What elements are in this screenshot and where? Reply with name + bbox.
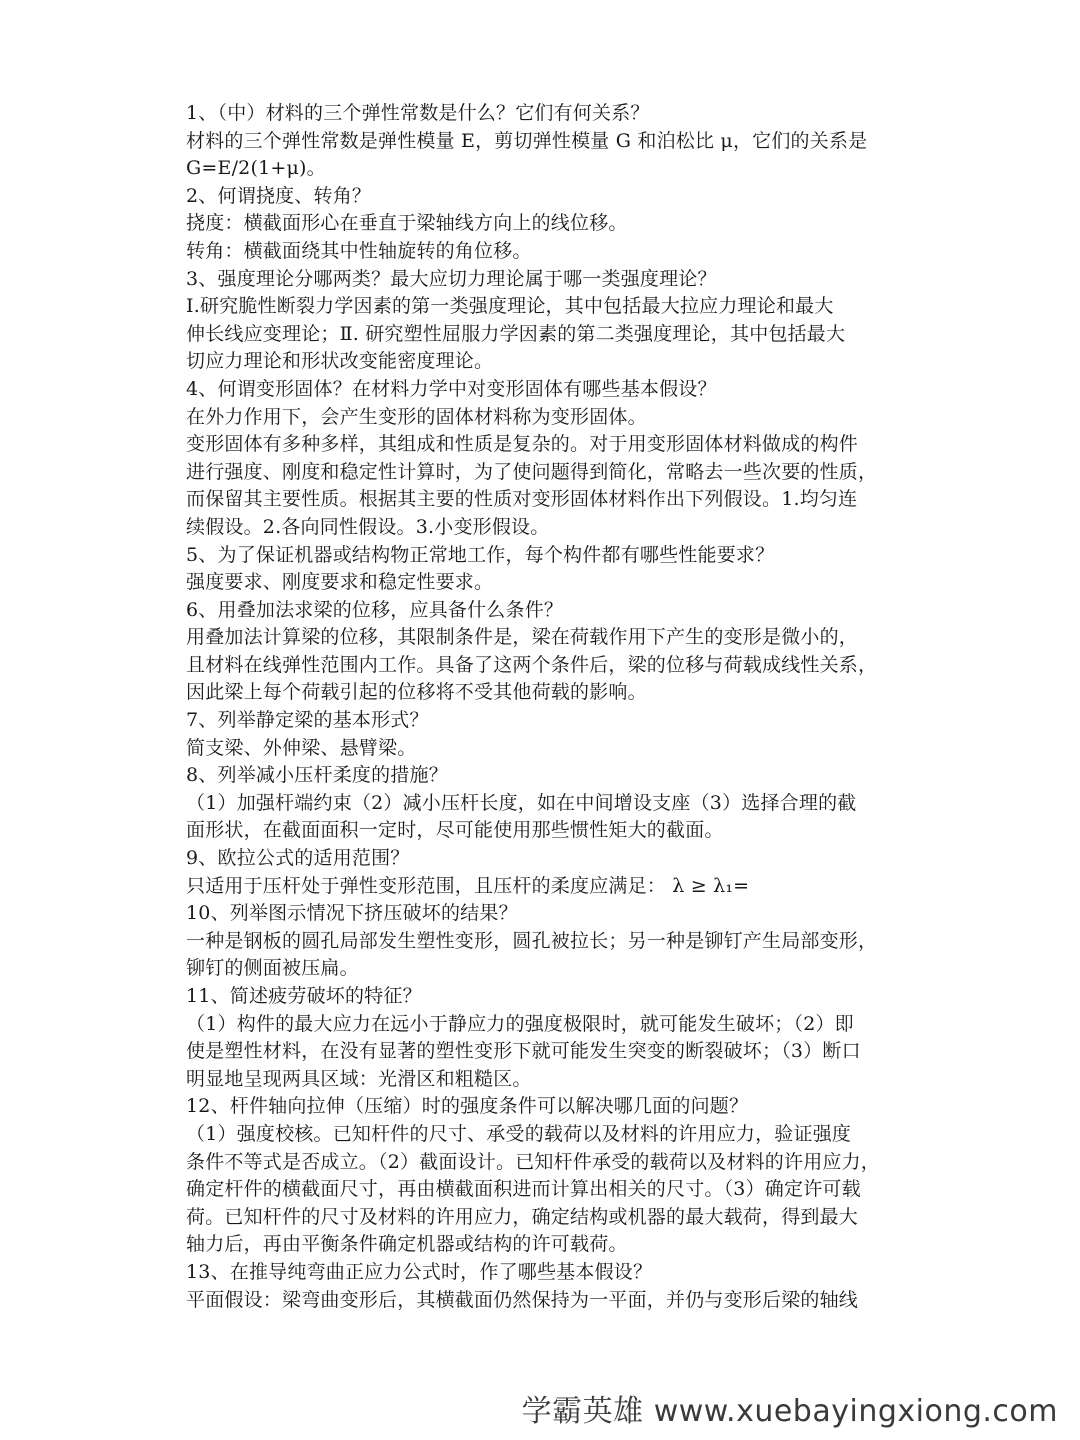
text-line: （1）强度校核。已知杆件的尺寸、承受的载荷以及材料的许用应力，验证强度 (186, 1122, 852, 1145)
document-body (186, 100, 898, 1314)
text-line: 8、列举减小压杆柔度的措施？ (186, 764, 448, 787)
text-line: 11、简述疲劳破坏的特征？ (186, 985, 422, 1007)
text-line: （1）构件的最大应力在远小于静应力的强度极限时，就可能发生破坏；（2）即 (186, 1012, 854, 1035)
text-line: 伸长线应变理论；Ⅱ. 研究塑性屈服力学因素的第二类强度理论，其中包括最大 (186, 322, 846, 345)
text-line: 一种是钢板的圆孔局部发生塑性变形，圆孔被拉长；另一种是铆钉产生局部变形， (186, 929, 878, 952)
text-line: 用叠加法计算梁的位移，其限制条件是，梁在荷载作用下产生的变形是微小的， (186, 626, 859, 649)
text-line: 荷。已知杆件的尺寸及材料的许用应力，确定结构或机器的最大载荷，得到最大 (186, 1205, 859, 1228)
text-line: 条件不等式是否成立。（2）截面设计。已知杆件承受的载荷以及材料的许用应力， (186, 1150, 880, 1173)
text-line: 强度要求、刚度要求和稳定性要求。 (186, 571, 494, 594)
text-line: 使是塑性材料，在没有显著的塑性变形下就可能发生突变的断裂破坏；（3）断口 (186, 1040, 861, 1063)
text-line: 平面假设：梁弯曲变形后，其横截面仍然保持为一平面，并仍与变形后梁的轴线 (186, 1288, 859, 1311)
text-line: 12、杆件轴向拉伸（压缩）时的强度条件可以解决哪几面的问题？ (186, 1095, 749, 1118)
text-line: 材料的三个弹性常数是弹性模量 E，剪切弹性模量 G 和泊松比 μ，它们的关系是 (186, 129, 868, 152)
text-line: 在外力作用下，会产生变形的固体材料称为变形固体。 (186, 405, 647, 428)
text-line: 且材料在线弹性范围内工作。具备了这两个条件后，梁的位移与荷载成线性关系， (186, 653, 878, 676)
site-watermark: 学霸英雄 www.xuebayingxiong.com (521, 1394, 1058, 1429)
text-line: 13、在推导纯弯曲正应力公式时，作了哪些基本假设？ (186, 1260, 653, 1283)
text-line: 10、列举图示情况下挤压破坏的结果？ (186, 902, 518, 925)
text-line: Ⅰ.研究脆性断裂力学因素的第一类强度理论，其中包括最大拉应力理论和最大 (186, 295, 834, 318)
text-line: （1）加强杆端约束（2）减小压杆长度，如在中间增设支座（3）选择合理的截 (186, 791, 857, 814)
text-line: 转角：横截面绕其中性轴旋转的角位移。 (186, 239, 532, 262)
text-line: 面形状，在截面面积一定时，尽可能使用那些惯性矩大的截面。 (186, 819, 724, 842)
text-line: 切应力理论和形状改变能密度理论。 (186, 350, 494, 373)
text-line: 3、强度理论分哪两类？最大应切力理论属于哪一类强度理论？ (186, 267, 717, 290)
text-line: 挠度：横截面形心在垂直于梁轴线方向上的线位移。 (186, 212, 628, 235)
text-line: 简支梁、外伸梁、悬臂梁。 (186, 736, 417, 759)
text-line: G=E/2(1+μ)。 (186, 157, 326, 180)
text-line: 只适用于压杆处于弹性变形范围，且压杆的柔度应满足： λ ≥ λ₁= (186, 874, 750, 897)
text-line: 续假设。2.各向同性假设。3.小变形假设。 (186, 515, 550, 538)
text-line: 4、何谓变形固体？在材料力学中对变形固体有哪些基本假设？ (186, 377, 717, 400)
text-line: 明显地呈现两具区域：光滑区和粗糙区。 (186, 1067, 532, 1090)
text-line: 铆钉的侧面被压扁。 (186, 957, 359, 980)
text-line: 变形固体有多种多样，其组成和性质是复杂的。对于用变形固体材料做成的构件 (186, 433, 859, 456)
text-line: 因此梁上每个荷载引起的位移将不受其他荷载的影响。 (186, 681, 647, 704)
text-line: 1、（中）材料的三个弹性常数是什么？它们有何关系？ (186, 102, 650, 124)
text-line: 5、为了保证机器或结构物正常地工作，每个构件都有哪些性能要求？ (186, 543, 775, 566)
text-line: 2、何谓挠度、转角？ (186, 184, 372, 207)
text-line: 确定杆件的横截面尺寸，再由横截面积进而计算出相关的尺寸。（3）确定许可载 (186, 1178, 861, 1201)
text-line: 9、欧拉公式的适用范围？ (186, 847, 410, 870)
text-line: 6、用叠加法求梁的位移，应具备什么条件？ (186, 598, 564, 621)
text-line: 轴力后，再由平衡条件确定机器或结构的许可载荷。 (186, 1233, 628, 1256)
text-line: 进行强度、刚度和稳定性计算时，为了使问题得到简化，常略去一些次要的性质， (186, 460, 878, 483)
text-line: 7、列举静定梁的基本形式？ (186, 709, 429, 732)
text-line: 而保留其主要性质。根据其主要的性质对变形固体材料作出下列假设。1.均匀连 (186, 488, 858, 511)
